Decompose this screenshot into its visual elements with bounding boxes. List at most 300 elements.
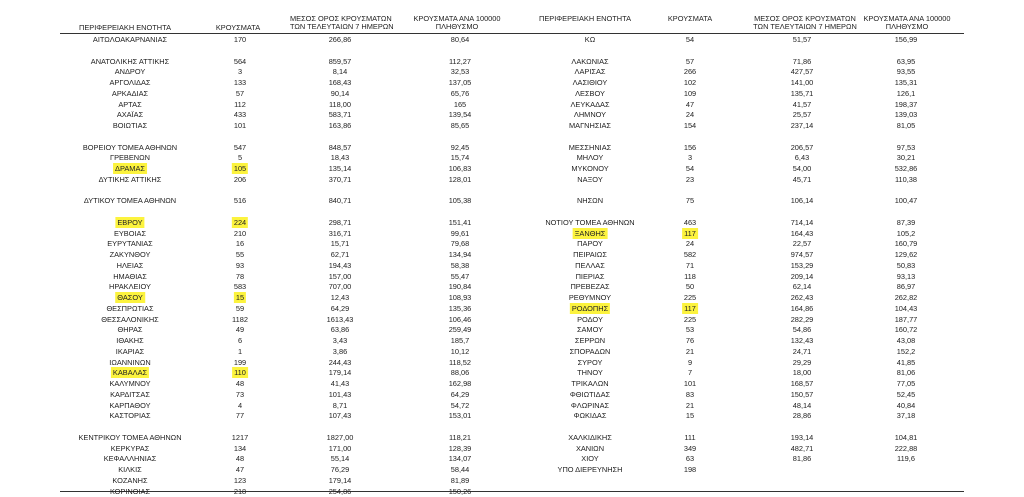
- right-cell-avg7: 54,00: [792, 164, 812, 174]
- left-cell-per100k: 106,46: [448, 314, 472, 324]
- right-table-row: [0, 303, 1024, 314]
- left-cell-region: ΚΑΒΑΛΑΣ: [112, 368, 148, 378]
- right-cell-avg7: 168,57: [790, 379, 814, 389]
- left-cell-region: ΑΝΑΤΟΛΙΚΗΣ ΑΤΤΙΚΗΣ: [90, 56, 170, 66]
- left-cell-avg7: 298,71: [328, 217, 352, 227]
- left-cell-cases: 3: [237, 67, 243, 77]
- right-cell-region: ΡΕΘΥΜΝΟΥ: [568, 293, 612, 303]
- right-table-row: [0, 217, 1024, 228]
- left-cell-cases: 133: [233, 78, 247, 88]
- left-cell-cases: 218: [233, 486, 247, 496]
- left-header-per100k-line1: ΚΡΟΥΣΜΑΤΑ ΑΝΑ 100000: [413, 14, 501, 23]
- right-cell-region: ΜΑΓΝΗΣΙΑΣ: [569, 121, 611, 131]
- right-cell-region: ΤΗΝΟΥ: [577, 368, 603, 378]
- right-table-row: [0, 56, 1024, 67]
- left-cell-cases: 1: [237, 346, 243, 356]
- right-table-row: [0, 324, 1024, 335]
- right-cell-region: ΡΟΔΟΥ: [577, 314, 603, 324]
- left-cell-cases: 4: [237, 400, 243, 410]
- right-cell-avg7: 714,14: [790, 217, 814, 227]
- right-cell-per100k: 77,05: [896, 379, 916, 389]
- left-cell-region: ΙΩΑΝΝΙΝΩΝ: [109, 357, 151, 367]
- left-cell-region: ΑΝΔΡΟΥ: [114, 67, 146, 77]
- left-cell-avg7: 848,57: [328, 142, 352, 152]
- right-cell-avg7: 29,29: [792, 357, 812, 367]
- left-cell-region: ΑΡΚΑΔΙΑΣ: [111, 88, 149, 98]
- left-cell-avg7: 63,86: [330, 325, 350, 335]
- right-cell-cases: 76: [685, 336, 695, 346]
- right-cell-per100k: 262,82: [894, 293, 918, 303]
- right-table-row: [0, 45, 1024, 56]
- left-cell-region: ΚΟΖΑΝΗΣ: [112, 475, 148, 485]
- left-cell-per100k: 151,41: [448, 217, 472, 227]
- left-cell-cases: 93: [235, 260, 245, 270]
- left-cell-avg7: 244,43: [328, 357, 352, 367]
- right-cell-cases: 111: [684, 432, 696, 442]
- right-header-per100k-line2: ΠΛΗΘΥΣΜΟ: [885, 22, 929, 31]
- left-cell-region: ΑΧΑΪΑΣ: [116, 110, 144, 120]
- left-cell-avg7: 157,00: [328, 271, 352, 281]
- right-cell-cases: 118: [684, 271, 696, 281]
- right-cell-region: ΡΟΔΟΠΗΣ: [571, 303, 609, 313]
- left-cell-per100k: 118,52: [448, 357, 472, 367]
- left-cell-per100k: 80,64: [450, 35, 470, 45]
- left-cell-avg7: 8,71: [332, 400, 348, 410]
- left-cell-avg7: 1827,00: [326, 432, 354, 442]
- right-cell-cases: 198: [683, 465, 697, 475]
- left-cell-cases: 59: [235, 303, 245, 313]
- left-cell-region: ΘΑΣΟΥ: [117, 293, 143, 303]
- right-cell-avg7: 193,14: [790, 432, 814, 442]
- right-table-row: [0, 271, 1024, 282]
- left-cell-per100k: 128,01: [448, 174, 472, 184]
- left-cell-region: ΚΑΣΤΟΡΙΑΣ: [109, 411, 151, 421]
- right-cell-region: ΜΗΛΟΥ: [576, 153, 604, 163]
- left-cell-per100k: 128,39: [448, 443, 472, 453]
- left-header-avg7-line2: ΤΩΝ ΤΕΛΕΥΤΑΙΩΝ 7 ΗΜΕΡΩΝ: [290, 22, 394, 31]
- left-cell-cases: 47: [235, 465, 245, 475]
- left-cell-avg7: 254,86: [328, 486, 352, 496]
- right-cell-cases: 54: [685, 164, 695, 174]
- right-table-row: [0, 238, 1024, 249]
- right-table-row: [0, 88, 1024, 99]
- left-cell-per100k: 58,44: [450, 465, 470, 475]
- right-cell-avg7: 45,71: [792, 174, 812, 184]
- right-cell-per100k: 87,39: [896, 217, 916, 227]
- right-cell-region: ΠΕΙΡΑΙΩΣ: [573, 250, 607, 260]
- right-cell-avg7: 81,86: [792, 454, 812, 464]
- right-cell-per100k: 187,77: [894, 314, 918, 324]
- right-table-row: [0, 131, 1024, 142]
- left-cell-region: ΔΥΤΙΚΟΥ ΤΟΜΕΑ ΑΘΗΝΩΝ: [83, 196, 177, 206]
- right-cell-avg7: 164,43: [790, 228, 814, 238]
- right-cell-cases: 117: [684, 228, 696, 238]
- left-cell-cases: 15: [235, 293, 245, 303]
- left-cell-region: ΓΡΕΒΕΝΩΝ: [110, 153, 150, 163]
- right-cell-per100k: 104,43: [894, 303, 918, 313]
- left-cell-region: ΚΕΝΤΡΙΚΟΥ ΤΟΜΕΑ ΑΘΗΝΩΝ: [78, 432, 182, 442]
- right-cell-cases: 225: [683, 314, 697, 324]
- left-header-region: ΠΕΡΙΦΕΡΕΙΑΚΗ ΕΝΟΤΗΤΑ: [79, 23, 171, 32]
- left-cell-cases: 433: [233, 110, 247, 120]
- left-cell-avg7: 62,71: [330, 250, 350, 260]
- right-cell-region: ΝΗΣΩΝ: [576, 196, 604, 206]
- right-cell-region: ΧΙΟΥ: [581, 454, 599, 464]
- left-cell-per100k: 65,76: [450, 88, 470, 98]
- right-cell-per100k: 119,6: [897, 454, 915, 464]
- right-cell-region: ΧΑΛΚΙΔΙΚΗΣ: [568, 432, 612, 442]
- left-cell-avg7: 18,43: [330, 153, 350, 163]
- left-cell-per100k: 79,68: [450, 239, 470, 249]
- left-cell-per100k: 162,98: [448, 379, 472, 389]
- right-cell-region: ΜΥΚΟΝΟΥ: [571, 164, 609, 174]
- right-cell-per100k: 81,05: [896, 121, 916, 131]
- right-table-row: [0, 163, 1024, 174]
- left-cell-avg7: 118,00: [328, 99, 352, 109]
- right-cell-region: ΛΕΥΚΑΔΑΣ: [570, 99, 610, 109]
- right-cell-cases: 24: [685, 239, 695, 249]
- right-cell-per100k: 52,45: [896, 389, 916, 399]
- right-table-row: [0, 443, 1024, 454]
- right-cell-per100k: 160,72: [894, 325, 918, 335]
- right-cell-region: ΞΑΝΘΗΣ: [574, 228, 606, 238]
- right-cell-per100k: 97,53: [896, 142, 916, 152]
- right-cell-cases: 582: [683, 250, 697, 260]
- right-table-row: [0, 281, 1024, 292]
- left-header-avg7: [290, 14, 394, 31]
- left-cell-avg7: 194,43: [328, 260, 352, 270]
- right-cell-cases: 63: [685, 454, 695, 464]
- right-table-row: [0, 174, 1024, 185]
- left-cell-cases: 134: [233, 443, 247, 453]
- right-table-row: [0, 142, 1024, 153]
- right-cell-per100k: 37,18: [896, 411, 916, 421]
- right-cell-avg7: 48,14: [792, 400, 812, 410]
- left-cell-region: ΚΕΡΚΥΡΑΣ: [110, 443, 150, 453]
- right-table-row: [0, 152, 1024, 163]
- left-cell-cases: 5: [237, 153, 243, 163]
- right-table-row: [0, 367, 1024, 378]
- right-cell-avg7: 262,43: [790, 293, 814, 303]
- left-cell-cases: 77: [235, 411, 245, 421]
- right-table-row: [0, 335, 1024, 346]
- right-cell-region: ΚΩ: [584, 35, 596, 45]
- right-cell-avg7: 135,71: [790, 88, 814, 98]
- left-cell-per100k: 81,89: [450, 475, 470, 485]
- right-cell-avg7: 51,57: [792, 35, 812, 45]
- right-cell-cases: 117: [684, 303, 696, 313]
- right-cell-avg7: 18,00: [792, 368, 812, 378]
- right-cell-avg7: 6,43: [794, 153, 810, 163]
- right-cell-per100k: 105,2: [896, 228, 916, 238]
- right-cell-region: ΠΑΡΟΥ: [577, 239, 603, 249]
- left-cell-avg7: 15,71: [330, 239, 350, 249]
- left-cell-cases: 112: [234, 99, 246, 109]
- left-cell-per100k: 10,12: [450, 346, 470, 356]
- right-table-row: [0, 109, 1024, 120]
- left-cell-avg7: 171,00: [328, 443, 352, 453]
- right-cell-cases: 156: [683, 142, 697, 152]
- right-cell-region: ΛΗΜΝΟΥ: [573, 110, 607, 120]
- right-cell-cases: 225: [683, 293, 697, 303]
- right-cell-avg7: 28,86: [792, 411, 812, 421]
- right-cell-per100k: 93,13: [896, 271, 916, 281]
- left-cell-avg7: 707,00: [328, 282, 352, 292]
- left-cell-region: ΚΙΛΚΙΣ: [118, 465, 142, 475]
- right-cell-cases: 21: [685, 400, 695, 410]
- right-cell-cases: 266: [683, 67, 697, 77]
- right-cell-region: ΛΑΡΙΣΑΣ: [574, 67, 606, 77]
- left-cell-cases: 73: [235, 389, 245, 399]
- left-cell-region: ΖΑΚΥΝΘΟΥ: [109, 250, 151, 260]
- left-cell-cases: 110: [234, 368, 246, 378]
- left-cell-cases: 199: [233, 357, 247, 367]
- right-cell-avg7: 62,14: [792, 282, 812, 292]
- right-header-per100k-line1: ΚΡΟΥΣΜΑΤΑ ΑΝΑ 100000: [863, 14, 951, 23]
- right-cell-per100k: 139,03: [894, 110, 918, 120]
- right-cell-region: ΠΡΕΒΕΖΑΣ: [570, 282, 610, 292]
- left-cell-cases: 6: [237, 336, 243, 346]
- left-cell-avg7: 55,14: [330, 454, 350, 464]
- right-cell-avg7: 206,57: [790, 142, 814, 152]
- left-cell-avg7: 179,14: [328, 475, 352, 485]
- right-cell-per100k: 104,81: [894, 432, 918, 442]
- right-cell-cases: 50: [685, 282, 695, 292]
- left-cell-avg7: 370,71: [328, 174, 352, 184]
- right-cell-region: ΥΠΟ ΔΙΕΡΕΥΝΗΣΗ: [557, 465, 623, 475]
- right-cell-avg7: 24,71: [792, 346, 812, 356]
- right-table-row: [0, 206, 1024, 217]
- left-cell-avg7: 101,43: [328, 389, 352, 399]
- right-table-row: [0, 357, 1024, 368]
- right-cell-per100k: 100,47: [894, 196, 918, 206]
- left-cell-region: ΒΟΙΩΤΙΑΣ: [112, 121, 148, 131]
- right-cell-avg7: 141,00: [790, 78, 814, 88]
- left-cell-per100k: 32,53: [450, 67, 470, 77]
- left-cell-region: ΗΛΕΙΑΣ: [116, 260, 144, 270]
- right-cell-region: ΦΛΩΡΙΝΑΣ: [570, 400, 610, 410]
- left-cell-avg7: 76,29: [330, 465, 350, 475]
- right-table-row: [0, 346, 1024, 357]
- left-cell-region: ΑΡΤΑΣ: [118, 99, 142, 109]
- left-cell-cases: 48: [235, 379, 245, 389]
- left-table-row: [0, 475, 1024, 486]
- left-cell-cases: 1182: [232, 314, 248, 324]
- left-header-avg7-line1: ΜΕΣΟΣ ΟΡΟΣ ΚΡΟΥΣΜΑΤΩΝ: [290, 14, 392, 23]
- left-cell-per100k: 134,94: [448, 250, 472, 260]
- left-cell-region: ΕΥΒΟΙΑΣ: [113, 228, 147, 238]
- left-cell-avg7: 1613,43: [326, 314, 354, 324]
- left-cell-per100k: 58,38: [450, 260, 470, 270]
- left-cell-cases: 57: [235, 88, 245, 98]
- left-cell-avg7: 840,71: [328, 196, 352, 206]
- left-cell-per100k: 85,65: [450, 121, 470, 131]
- left-cell-cases: 1217: [231, 432, 249, 442]
- left-header-cases: ΚΡΟΥΣΜΑΤΑ: [215, 23, 261, 32]
- right-table-row: [0, 120, 1024, 131]
- right-table-row: [0, 464, 1024, 475]
- left-cell-region: ΘΕΣΣΑΛΟΝΙΚΗΣ: [101, 314, 159, 324]
- left-cell-region: ΑΙΤΩΛΟΑΚΑΡΝΑΝΙΑΣ: [92, 35, 168, 45]
- right-table-row: [0, 99, 1024, 110]
- right-table-row: [0, 453, 1024, 464]
- left-cell-cases: 224: [233, 217, 247, 227]
- left-cell-cases: 210: [233, 228, 247, 238]
- right-cell-region: ΛΕΣΒΟΥ: [575, 88, 605, 98]
- right-cell-cases: 83: [685, 389, 695, 399]
- right-cell-region: ΤΡΙΚΑΛΩΝ: [571, 379, 609, 389]
- right-table-row: [0, 421, 1024, 432]
- right-cell-region: ΦΘΙΩΤΙΔΑΣ: [569, 389, 611, 399]
- right-cell-avg7: 237,14: [790, 121, 814, 131]
- left-cell-region: ΘΕΣΠΡΩΤΙΑΣ: [106, 303, 154, 313]
- right-cell-per100k: 532,86: [894, 164, 918, 174]
- right-cell-per100k: 129,62: [894, 250, 918, 260]
- left-cell-cases: 101: [233, 121, 247, 131]
- right-cell-region: ΜΕΣΣΗΝΙΑΣ: [568, 142, 612, 152]
- left-cell-avg7: 179,14: [328, 368, 352, 378]
- right-cell-per100k: 93,55: [896, 67, 916, 77]
- left-cell-avg7: 163,86: [328, 121, 352, 131]
- right-cell-per100k: 41,85: [896, 357, 916, 367]
- right-cell-avg7: 54,86: [792, 325, 812, 335]
- right-cell-avg7: 427,57: [790, 67, 814, 77]
- left-cell-per100k: 88,06: [450, 368, 470, 378]
- right-table-row: [0, 185, 1024, 196]
- right-header-region: ΠΕΡΙΦΕΡΕΙΑΚΗ ΕΝΟΤΗΤΑ: [539, 14, 631, 23]
- left-cell-per100k: 139,54: [448, 110, 472, 120]
- right-cell-avg7: 106,14: [790, 196, 814, 206]
- right-table-row: [0, 34, 1024, 45]
- left-cell-region: ΕΒΡΟΥ: [117, 217, 143, 227]
- left-cell-per100k: 99,61: [450, 228, 470, 238]
- right-cell-per100k: 135,31: [894, 78, 918, 88]
- left-cell-per100k: 150,26: [448, 486, 472, 496]
- right-cell-region: ΣΕΡΡΩΝ: [574, 336, 606, 346]
- right-table-row: [0, 260, 1024, 271]
- right-cell-region: ΦΩΚΙΔΑΣ: [573, 411, 607, 421]
- right-cell-region: ΠΙΕΡΙΑΣ: [575, 271, 605, 281]
- left-cell-per100k: 135,36: [448, 303, 472, 313]
- left-cell-cases: 16: [235, 239, 245, 249]
- left-cell-per100k: 15,74: [450, 153, 470, 163]
- left-cell-region: ΔΡΑΜΑΣ: [115, 164, 145, 174]
- right-cell-cases: 15: [685, 411, 695, 421]
- right-cell-region: ΛΑΚΩΝΙΑΣ: [571, 56, 609, 66]
- right-cell-avg7: 209,14: [790, 271, 814, 281]
- left-cell-per100k: 105,38: [448, 196, 472, 206]
- right-cell-cases: 9: [687, 357, 693, 367]
- left-cell-per100k: 54,72: [450, 400, 470, 410]
- left-cell-per100k: 106,83: [448, 164, 472, 174]
- left-cell-avg7: 135,14: [328, 164, 352, 174]
- left-cell-per100k: 165: [453, 99, 467, 109]
- left-table-row: [0, 486, 1024, 497]
- left-cell-avg7: 8,14: [332, 67, 348, 77]
- left-cell-avg7: 90,14: [330, 88, 350, 98]
- left-cell-per100k: 118,21: [448, 432, 472, 442]
- right-cell-per100k: 43,08: [896, 336, 916, 346]
- right-cell-avg7: 282,29: [790, 314, 814, 324]
- right-cell-per100k: 30,21: [896, 153, 916, 163]
- left-cell-per100k: 259,49: [448, 325, 472, 335]
- left-cell-per100k: 112,27: [448, 56, 472, 66]
- right-cell-avg7: 71,86: [792, 56, 812, 66]
- left-cell-cases: 516: [233, 196, 247, 206]
- right-cell-cases: 7: [687, 368, 693, 378]
- left-cell-region: ΚΟΡΙΝΘΙΑΣ: [109, 486, 151, 496]
- right-header-avg7-line2: ΤΩΝ ΤΕΛΕΥΤΑΙΩΝ 7 ΗΜΕΡΩΝ: [753, 22, 857, 31]
- right-cell-region: ΣΥΡΟΥ: [577, 357, 603, 367]
- left-cell-region: ΚΑΡΔΙΤΣΑΣ: [110, 389, 150, 399]
- right-cell-cases: 102: [683, 78, 697, 88]
- right-cell-cases: 71: [685, 260, 695, 270]
- left-cell-per100k: 108,93: [448, 293, 472, 303]
- right-table-row: [0, 249, 1024, 260]
- left-cell-avg7: 859,57: [328, 56, 352, 66]
- right-cell-per100k: 50,83: [896, 260, 916, 270]
- left-cell-per100k: 92,45: [450, 142, 470, 152]
- right-table-row: [0, 389, 1024, 400]
- right-header-avg7: [750, 15, 860, 31]
- left-cell-per100k: 134,07: [448, 454, 472, 464]
- left-header-per100k: [412, 15, 502, 31]
- right-cell-avg7: 482,71: [790, 443, 814, 453]
- left-cell-cases: 48: [235, 454, 245, 464]
- left-cell-region: ΙΚΑΡΙΑΣ: [115, 346, 145, 356]
- right-cell-per100k: 160,79: [894, 239, 918, 249]
- right-cell-region: ΣΑΜΟΥ: [576, 325, 604, 335]
- right-cell-region: ΝΟΤΙΟΥ ΤΟΜΕΑ ΑΘΗΝΩΝ: [545, 217, 635, 227]
- left-cell-avg7: 583,71: [328, 110, 352, 120]
- right-header-avg7-line1: ΜΕΣΟΣ ΟΡΟΣ ΚΡΟΥΣΜΑΤΩΝ: [754, 14, 856, 23]
- right-cell-per100k: 222,88: [894, 443, 918, 453]
- left-cell-cases: 105: [233, 164, 247, 174]
- right-cell-cases: 23: [685, 174, 695, 184]
- right-cell-avg7: 974,57: [790, 250, 814, 260]
- right-cell-per100k: 86,97: [896, 282, 916, 292]
- right-cell-per100k: 81,06: [896, 368, 916, 378]
- right-cell-region: ΧΑΝΙΩΝ: [575, 443, 605, 453]
- right-table-row: [0, 195, 1024, 206]
- left-cell-avg7: 316,71: [328, 228, 352, 238]
- right-table-row: [0, 66, 1024, 77]
- right-cell-per100k: 198,37: [894, 99, 918, 109]
- right-cell-cases: 3: [687, 153, 693, 163]
- right-cell-per100k: 110,38: [894, 174, 918, 184]
- right-cell-avg7: 132,43: [790, 336, 814, 346]
- left-cell-avg7: 41,43: [330, 379, 350, 389]
- left-cell-region: ΚΑΛΥΜΝΟΥ: [109, 379, 151, 389]
- right-cell-per100k: 40,84: [896, 400, 916, 410]
- right-table-row: [0, 400, 1024, 411]
- left-cell-per100k: 55,47: [450, 271, 470, 281]
- left-cell-region: ΕΥΡΥΤΑΝΙΑΣ: [107, 239, 153, 249]
- left-cell-cases: 49: [235, 325, 245, 335]
- left-cell-per100k: 64,29: [450, 389, 470, 399]
- left-cell-cases: 564: [233, 56, 247, 66]
- right-table-row: [0, 292, 1024, 303]
- right-cell-cases: 24: [685, 110, 695, 120]
- left-cell-cases: 123: [233, 475, 247, 485]
- left-cell-region: ΒΟΡΕΙΟΥ ΤΟΜΕΑ ΑΘΗΝΩΝ: [82, 142, 178, 152]
- right-cell-cases: 47: [685, 99, 695, 109]
- left-cell-avg7: 3,86: [332, 346, 348, 356]
- left-cell-avg7: 168,43: [328, 78, 352, 88]
- right-header-per100k: [862, 15, 952, 31]
- right-cell-cases: 154: [683, 121, 697, 131]
- left-cell-avg7: 3,43: [332, 336, 348, 346]
